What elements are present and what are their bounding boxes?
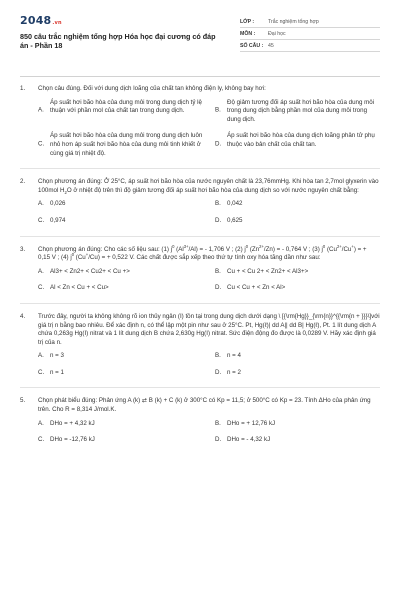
option-text: n = 2 (227, 368, 241, 376)
option-text: DHo = + 4,32 kJ (50, 419, 95, 427)
question-text-part: O ở nhiệt độ trên thì độ giảm tương đối áp suất hơi bão hòa của dung dịch so với nước nguyên chất bằng: (66, 186, 359, 194)
option-text: Cu + < Cu 2+ < Zn2+ < Al3+> (227, 267, 309, 275)
option-text: Al < Zn < Cu + < Cu> (50, 284, 109, 292)
meta-value: 45 (268, 42, 274, 49)
answer-option-b[interactable] (215, 268, 380, 277)
question-text-part: /Zn) = - 0,764 V ; (3) j (263, 245, 323, 253)
meta-label: MÔN : (240, 30, 256, 37)
option-text: DHo = -12,76 kJ (50, 436, 95, 444)
answer-option-d[interactable] (215, 132, 380, 158)
option-text: n = 3 (50, 352, 64, 360)
option-letter: C. (38, 140, 45, 148)
meta-row-count (240, 40, 380, 52)
header-divider (20, 76, 380, 77)
superscript: 0 (245, 243, 249, 249)
meta-row-class (240, 16, 380, 28)
option-letter: C. (38, 368, 45, 376)
answer-option-a[interactable] (38, 352, 203, 361)
logo-main: 2048 (20, 14, 52, 27)
question-number: 4. (20, 312, 26, 320)
option-text: Áp suất hơi bão hòa của dung môi trong dung dịch luôn nhỏ hơn áp suất hơi bão hòa của dung môi tinh khiết ở cùng giá trị nhiệt độ. (50, 132, 203, 157)
answer-option-d[interactable] (215, 436, 380, 445)
answer-option-d[interactable] (215, 369, 380, 378)
question-text: Trước đây, người ta không không rõ ion thủy ngân (I) tồn tại trong dung dịch dưới dạng \ [{\rm{Hg}}_{\rm{n}}^{{\rm{n + }}}\]với giá trị n bằng bao nhiêu. Để xác định n, có thể lập một pin như sau ở 25°C. Pt, Hg(ℓ)| dd A|| dd B| Hg(ℓ), Pt. 1 lít dung dịch A chứa 0,263g Hg(I) nitrat và 1 lít dung dịch B chứa 2,630g Hg(I) nitrat. Sức điện động đo được là 0,0289 V. Hãy xác định giá trị của n. (38, 312, 380, 346)
question-text-part: (Cu (325, 245, 337, 253)
meta-row-subject (240, 28, 380, 40)
answer-options (38, 352, 380, 385)
question-text-part: (Zn (248, 245, 260, 253)
question-divider (20, 236, 380, 237)
question-number: 1. (20, 85, 26, 92)
question-text-part: /Al) = - 1,706 V ; (2) j (188, 245, 246, 253)
option-letter: B. (215, 107, 221, 115)
question-3 (20, 243, 380, 301)
option-letter: D. (215, 140, 222, 148)
answer-options (38, 420, 380, 453)
question-divider (20, 168, 380, 169)
option-letter: A. (38, 419, 44, 427)
option-letter: D. (215, 368, 222, 376)
answer-option-a[interactable] (38, 99, 203, 125)
option-text: Áp suất hơi bão hòa của dung dịch loãng phân tử phụ thuộc vào bản chất của chất tan. (227, 132, 375, 148)
option-text: 0,042 (227, 200, 243, 208)
meta-label: LỚP : (240, 18, 255, 25)
option-text: 0,974 (50, 216, 66, 224)
option-letter: A. (38, 352, 44, 360)
answer-option-b[interactable] (215, 352, 380, 361)
answer-options (38, 268, 380, 301)
option-letter: A. (38, 107, 44, 115)
option-text: Áp suất hơi bão hòa của dung môi trong dung dịch tỷ lệ thuận với phần mol của chất tan trong dung dịch. (50, 98, 202, 115)
question-text: Chọn phát biểu đúng: Phản ứng A (k) ⇄ B (k) + C (k) ở 300°C có Kp = 11,5; ở 500°C có Kp = 23. Tính ΔHo của phản ứng trên. Cho R = 8,314 J/mol.K. (38, 397, 371, 414)
question-number: 3. (20, 245, 26, 253)
meta-value: Trắc nghiệm tổng hợp (268, 18, 319, 25)
answer-option-c[interactable] (38, 217, 203, 226)
question-text (38, 243, 380, 263)
superscript: 0 (172, 243, 175, 249)
question-number: 5. (20, 397, 26, 405)
answer-option-c[interactable] (38, 436, 203, 445)
option-text: Độ giảm tương đối áp suất hơi bão hòa của dung môi trong dung dịch bằng phần mol của dung môi trong dung dịch. (227, 98, 375, 123)
option-text: Al3+ < Zn2+ < Cu2+ < Cu +> (50, 267, 130, 275)
answer-option-b[interactable] (215, 99, 380, 125)
option-letter: B. (215, 419, 221, 427)
subscript: 2 (64, 189, 67, 195)
answer-option-c[interactable] (38, 369, 203, 378)
superscript: 3+ (183, 243, 189, 249)
answer-option-a[interactable] (38, 200, 203, 209)
question-text-part: /Cu (341, 245, 352, 253)
option-letter: D. (215, 436, 222, 444)
option-letter: D. (215, 216, 222, 224)
option-text: n = 1 (50, 368, 64, 376)
question-text (38, 178, 380, 195)
answer-option-c[interactable] (38, 132, 203, 158)
option-letter: C. (38, 284, 45, 292)
superscript: 0 (71, 252, 75, 258)
question-text-part: (Al (174, 245, 184, 253)
question-4 (20, 313, 380, 386)
option-letter: C. (38, 436, 45, 444)
question-1 (20, 85, 380, 166)
option-text: DHo = + 12,76 kJ (227, 419, 276, 427)
option-letter: B. (215, 267, 221, 275)
option-text: n = 4 (227, 352, 241, 360)
document-title: 850 câu trắc nghiệm tổng hợp Hóa học đại cương có đáp án - Phần 18 (20, 32, 216, 50)
answer-options (38, 99, 380, 167)
meta-value: Đại học (268, 30, 286, 37)
superscript: 0 (322, 243, 326, 249)
option-letter: B. (215, 352, 221, 360)
answer-option-a[interactable] (38, 420, 203, 429)
option-text: DHo = - 4,32 kJ (227, 436, 271, 444)
superscript: 2+ (259, 243, 264, 249)
answer-options (38, 200, 380, 233)
meta-label: SỐ CÂU : (240, 42, 264, 49)
option-letter: A. (38, 267, 44, 275)
question-text-part: (Cu (74, 254, 86, 262)
superscript: + (351, 243, 354, 249)
option-text: 0,625 (227, 216, 243, 224)
option-text: 0,026 (50, 200, 66, 208)
answer-option-d[interactable] (215, 217, 380, 226)
question-divider (20, 387, 380, 388)
question-text-part: Chọn phương án đúng: Cho các số liệu sau: (1) j (38, 245, 173, 253)
answer-option-b[interactable] (215, 420, 380, 429)
question-text-part: Chọn phương án đúng: Ở 25°C, áp suất hơi bão hòa của nước nguyên chất là 23,76mmHg. Khi hòa tan 2,7mol glyxerin vào 100mol H (38, 178, 379, 194)
question-text-part: ) = + 0,15 V ; (4) j (38, 245, 367, 262)
option-text: Cu < Cu + < Zn < Al> (227, 284, 286, 292)
question-text: Chọn câu đúng. Đối với dung dịch loãng của chất tan không điện ly, không bay hơi: (38, 85, 266, 92)
answer-option-d[interactable] (215, 284, 380, 293)
site-logo[interactable] (20, 14, 225, 27)
option-letter: B. (215, 200, 221, 208)
option-letter: C. (38, 216, 45, 224)
document-header (20, 14, 380, 72)
document-meta (240, 16, 380, 52)
question-2 (20, 178, 380, 233)
question-divider (20, 303, 380, 304)
answer-option-a[interactable] (38, 268, 203, 277)
header-left (20, 14, 225, 50)
question-text-part: /Cu) = + 0,522 V. Các chất được sắp xếp theo thứ tự tính oxy hóa tăng dần như sau: (88, 254, 321, 262)
option-letter: D. (215, 284, 222, 292)
logo-tld: .vn (52, 20, 62, 26)
option-letter: A. (38, 200, 44, 208)
answer-option-c[interactable] (38, 284, 203, 293)
question-number: 2. (20, 178, 26, 186)
superscript: + (85, 252, 89, 258)
question-5 (20, 397, 380, 452)
answer-option-b[interactable] (215, 200, 380, 209)
superscript: 2+ (336, 243, 342, 249)
